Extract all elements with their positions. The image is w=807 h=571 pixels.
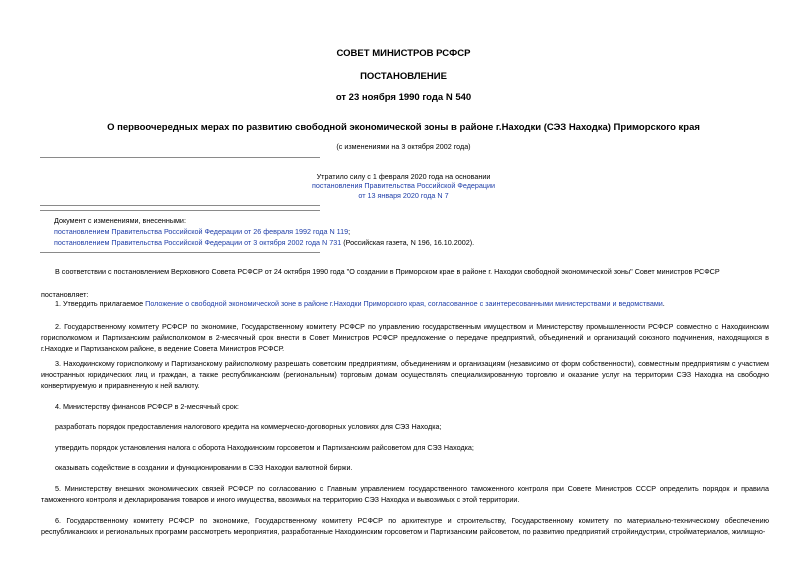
paragraph-1-suffix: . [662, 299, 665, 308]
document-title: О первоочередных мерах по развитию свободной экономической зоны в районе г.Находки (СЭЗ Находка) Приморского края [107, 122, 700, 133]
amendment-link-2002[interactable]: постановлением Правительства Российской Федерации от 3 октября 2002 года N 731 [54, 238, 342, 247]
validity-link-line1[interactable]: постановления Правительства Российской Федерации [311, 181, 496, 190]
amendment-item [54, 227, 350, 236]
divider [40, 157, 320, 158]
divider [40, 210, 320, 211]
resolves-line: постановляет: [41, 290, 89, 299]
document-type: ПОСТАНОВЛЕНИЕ [360, 71, 447, 82]
paragraph-3: 3. Находкинскому горисполкому и Партизанскому райисполкому разрешать советским предприятиям, объединениям и организациям (независимо от форм собственности), совместным предприятиям с участием иностранных юридических лиц и граждан, а также республиканским (региональным) торговым домам осуществлять специализированную торговлю и оказание услуг на территории СЭЗ Находка на свободно конвертируемую и приравненную к ней валюту. [41, 359, 769, 390]
preamble: В соответствии с постановлением Верховного Совета РСФСР от 24 октября 1990 года "О создании в Приморском крае в районе г. Находки свободной экономической зоны" Совет министров РСФСР [55, 267, 720, 276]
paragraph-2: 2. Государственному комитету РСФСР по экономике, Государственному комитету РСФСР по управлению государственным имуществом и Министерству промышленности РСФСР совместно с Находкинским горисполкомом и Партизанским райисполкомом в 2-месячный срок внести в Совет Министров РСФСР предложение о передаче предприятий, объединений и организаций союзного подчинения, находящихся в г.Находке и Партизанском районе, в ведение Совета Министров РСФСР. [41, 322, 769, 353]
amendment-tail: (Российская газета, N 196, 16.10.2002). [341, 238, 475, 247]
paragraph-1 [41, 298, 769, 309]
paragraph-5: 5. Министерству внешних экономических связей РСФСР по согласованию с Главным управлением государственного таможенного контроля при Совете Министров СССР определить порядок и правила таможенного контроля и декларирования товаров и иного имущества, ввозимых на территорию СЭЗ Находка и вывозимых с этой территории. [41, 484, 769, 504]
regulation-link[interactable]: Положение о свободной экономической зоне в районе г.Находки Приморского края, согласованное с заинтересованными министерствами и ведомствами [145, 299, 663, 308]
amendment-link-1992[interactable]: постановлением Правительства Российской Федерации от 26 февраля 1992 года N 119 [54, 227, 349, 236]
paragraph-4c: оказывать содействие в создании и функционировании в СЭЗ Находки валютной биржи. [55, 463, 353, 472]
paragraph-4: 4. Министерству финансов РСФСР в 2-месячный срок: [55, 402, 239, 411]
validity-link-line2[interactable]: от 13 января 2020 года N 7 [358, 191, 449, 200]
amendment-item [54, 238, 474, 247]
amendments-intro: Документ с изменениями, внесенными: [54, 216, 186, 225]
divider [40, 252, 320, 253]
revision-note: (с изменениями на 3 октября 2002 года) [336, 142, 471, 151]
document-date-number: от 23 ноября 1990 года N 540 [335, 92, 472, 103]
paragraph-4b: утвердить порядок установления налога с оборота Находкинским горсоветом и Партизанским райсоветом для СЭЗ Находка; [55, 443, 474, 452]
amendment-tail: ; [348, 227, 351, 236]
paragraph-6: 6. Государственному комитету РСФСР по экономике, Государственному комитету РСФСР по архитектуре и строительству, Государственному комитету по материально-техническому обеспечению республиканских и региональных программ рассмотреть мероприятия, разработанные Находкинским горсоветом и Партизанским райсоветом, по развитию предприятий стройиндустрии, стройматериалов, жилищно- [41, 516, 769, 536]
paragraph-1-prefix: 1. Утвердить прилагаемое [55, 299, 146, 308]
paragraph-4a: разработать порядок предоставления налогового кредита на коммерческо-договорных условиях для СЭЗ Находка; [55, 422, 442, 431]
issuing-authority: СОВЕТ МИНИСТРОВ РСФСР [336, 48, 471, 59]
divider [40, 205, 320, 206]
validity-note: Утратило силу с 1 февраля 2020 года на основании [316, 172, 491, 181]
